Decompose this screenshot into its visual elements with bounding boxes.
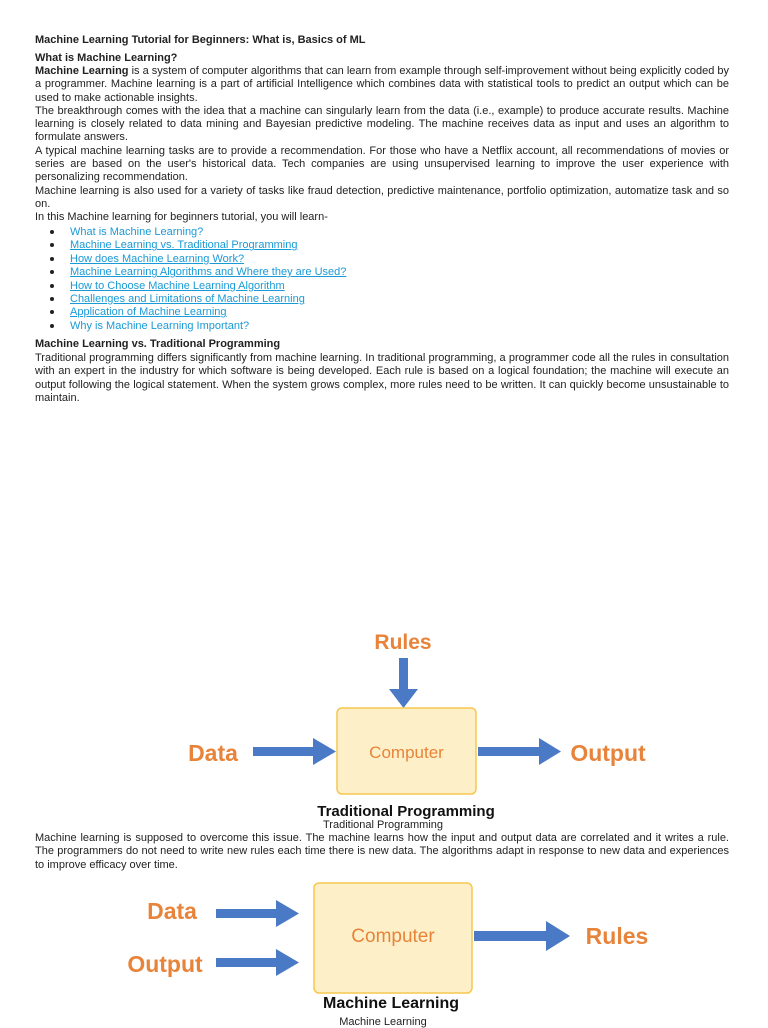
arrow-right-icon	[216, 900, 299, 927]
traditional-programming-diagram	[175, 625, 655, 825]
toc-item	[48, 280, 346, 293]
bullet-icon	[50, 284, 54, 288]
bullet-icon	[50, 243, 54, 247]
arrow-right-icon	[253, 738, 336, 765]
toc-link-application[interactable]: Application of Machine Learning	[70, 306, 227, 319]
figure1-caption: Traditional Programming	[322, 819, 444, 831]
toc-link-ml-vs-traditional[interactable]: Machine Learning vs. Traditional Programming	[70, 239, 298, 252]
section-heading-what-is-ml: What is Machine Learning?	[35, 52, 178, 64]
arrow-right-icon	[216, 949, 299, 976]
diagram2-rules-label: Rules	[585, 923, 649, 949]
diagram1-title: Traditional Programming	[317, 803, 495, 820]
page-title: Machine Learning Tutorial for Beginners: What is, Basics of ML	[35, 34, 366, 46]
toc-link-challenges[interactable]: Challenges and Limitations of Machine Learning	[70, 292, 305, 305]
diagram2-computer-label: Computer	[351, 926, 435, 947]
toc-link-how-ml-works[interactable]: How does Machine Learning Work?	[70, 252, 245, 265]
diagram2-title: Machine Learning	[322, 995, 460, 1012]
toc-item	[48, 253, 346, 266]
toc-item	[48, 293, 346, 306]
section-heading-ml-vs-traditional: Machine Learning vs. Traditional Programming	[35, 338, 281, 350]
paragraph-machine-learning: Machine learning is supposed to overcome this issue. The machine learns how the input and output data are correlated and it writes a rule. The programmers do not need to write new rules each time there is new data. The algorithms adapt in response to new data and experiences to improve efficacy over time.	[35, 832, 729, 871]
toc-item	[48, 320, 346, 333]
figure2-caption: Machine Learning	[339, 1016, 427, 1028]
bullet-icon	[50, 230, 54, 234]
toc-item	[48, 239, 346, 252]
paragraph-breakthrough: The breakthrough comes with the idea that a machine can singularly learn from the data (i.e., example) to produce accurate results. Machine learning is closely related to data mining and Bayesian predictive modeling. The machine receives data as input and uses an algorithm to formulate answers.	[35, 104, 729, 144]
traditional-programming-block	[35, 352, 729, 405]
toc-item	[48, 306, 346, 319]
machine-learning-diagram	[127, 878, 690, 1018]
paragraph-recommendation: A typical machine learning tasks are to provide a recommendation. For those who have a Netflix account, all recommendations of movies or series are based on the user's historical data. Tech companies are using unsupervised learning to improve the user experience with personalizing recommendation.	[35, 144, 729, 184]
arrow-right-icon	[474, 921, 570, 951]
bullet-icon	[50, 270, 54, 274]
diagram1-output-label: Output	[570, 740, 646, 766]
toc-link-ml-algorithms[interactable]: Machine Learning Algorithms and Where they are Used?	[70, 266, 347, 279]
bullet-icon	[50, 297, 54, 301]
intro-text: is a system of computer algorithms that can learn from example through self-improvement without being explicitly coded by a programmer. Machine learning is a part of artificial Intelligence which combines data with statistical tools to predict an output which can be used to make actionable insights.	[35, 65, 729, 104]
diagram2-data-label: Data	[147, 898, 197, 924]
intro-block	[35, 65, 729, 225]
intro-paragraph	[35, 65, 729, 105]
bullet-icon	[50, 324, 54, 328]
machine-learning-block	[35, 832, 729, 872]
diagram1-rules-label: Rules	[374, 631, 432, 654]
bullet-icon	[50, 257, 54, 261]
toc-link-choose-algorithm[interactable]: How to Choose Machine Learning Algorithm	[70, 279, 285, 292]
bullet-icon	[50, 310, 54, 314]
diagram2-output-label: Output	[127, 951, 203, 977]
toc-item	[48, 266, 346, 279]
paragraph-tasks: Machine learning is also used for a variety of tasks like fraud detection, predictive maintenance, portfolio optimization, automatize task and so on.	[35, 184, 729, 210]
toc-link-why-important[interactable]: Why is Machine Learning Important?	[70, 319, 250, 332]
arrow-right-icon	[478, 738, 561, 765]
toc-link-what-is-ml[interactable]: What is Machine Learning?	[70, 226, 204, 238]
paragraph-traditional-programming: Traditional programming differs significantly from machine learning. In traditional programming, a programmer code all the rules in consultation with an expert in the industry for which software is being developed. Each rule is based on a logical foundation; the machine will execute an output following the logical statement. When the system grows complex, more rules need to be written. It can quickly become unsustainable to maintain.	[35, 352, 729, 404]
diagram1-computer-label: Computer	[369, 743, 444, 762]
arrow-down-icon	[389, 658, 418, 708]
intro-term: Machine Learning	[35, 65, 129, 77]
paragraph-you-will-learn: In this Machine learning for beginners tutorial, you will learn-	[35, 211, 328, 224]
table-of-contents	[48, 226, 346, 333]
diagram1-data-label: Data	[188, 740, 238, 766]
toc-item	[48, 226, 346, 239]
